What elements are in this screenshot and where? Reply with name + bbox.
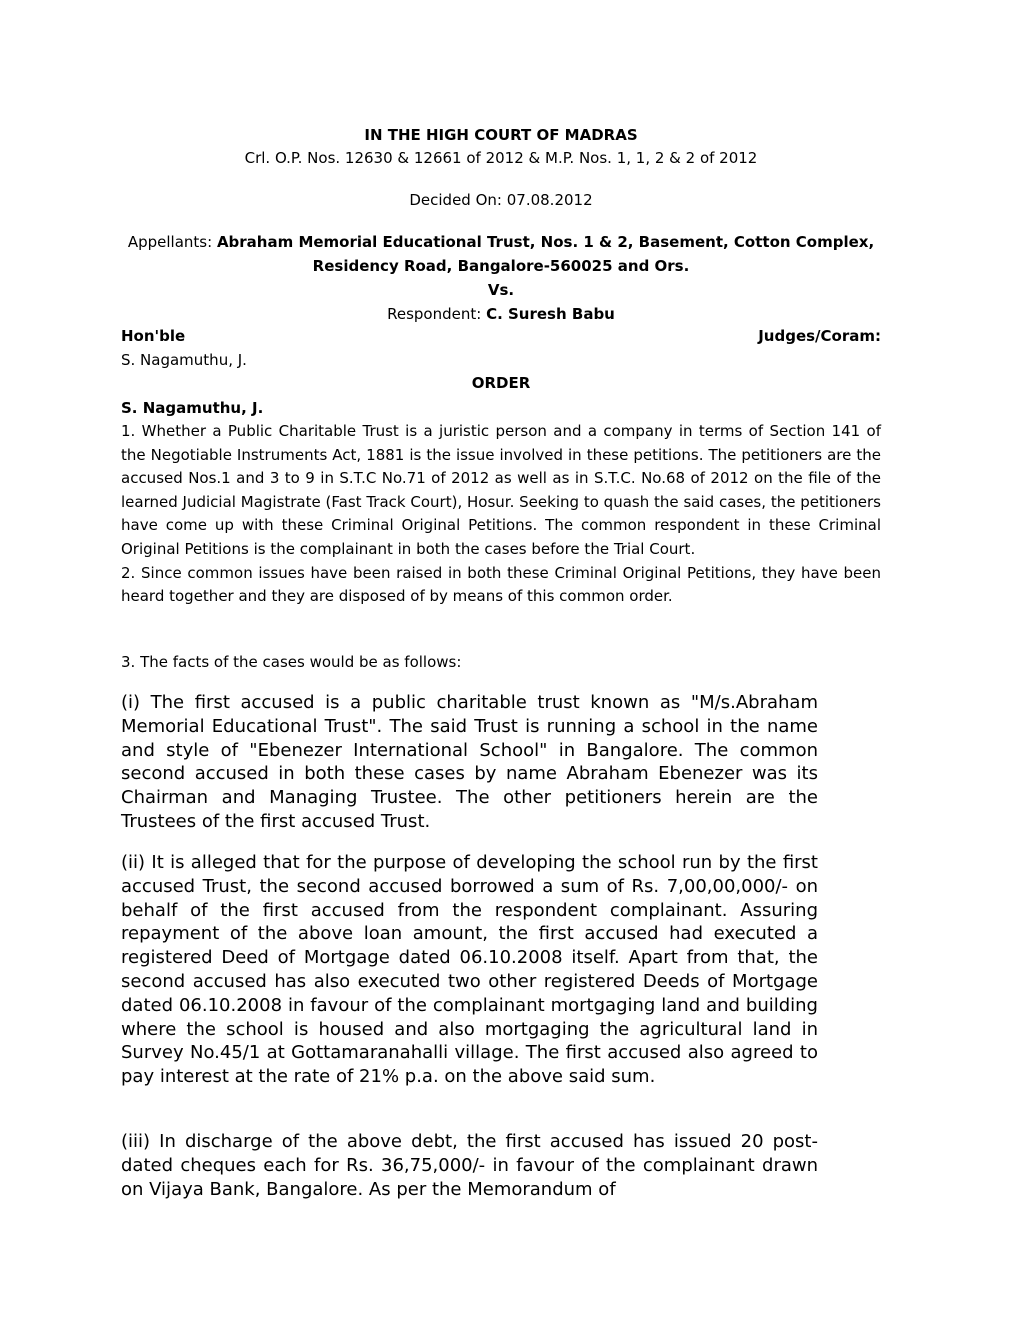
respondent-name: C. Suresh Babu [486, 305, 615, 323]
paragraph-1: 1. Whether a Public Charitable Trust is a juristic person and a company in terms of Section 141 of the Negotiable Instruments Act, 1881 is the issue involved in these petitions. The petitioners are the accused Nos.1 and 3 to 9 in S.T.C No.71 of 2012 as well as in S.T.C. No.68 of 2012 on the file of the learned Judicial Magistrate (Fast Track Court), Hosur. Seeking to quash the said cases, the petitioners have come up with these Criminal Original Petitions. The common respondent in these Criminal Original Petitions is the complainant in both the cases before the Trial Court. [121, 422, 881, 558]
paragraph-2: 2. Since common issues have been raised in both these Criminal Original Petitions, they have been heard together and they are disposed of by means of this common order. [121, 563, 881, 606]
fact-paragraph-i: (i) The first accused is a public charitable trust known as "M/s.Abraham Memorial Educational Trust". The said Trust is running a school in the name and style of "Ebenezer International School" in Bangalore. The common second accused in both these cases by name Abraham Ebenezer was its Chairman and Managing Trustee. The other petitioners herein are the Trustees of the first accused Trust. [121, 692, 818, 832]
parties-block [121, 230, 881, 326]
coram-left: Hon'ble [121, 327, 186, 345]
case-number: Crl. O.P. Nos. 12630 & 12661 of 2012 & M.P. Nos. 1, 1, 2 & 2 of 2012 [244, 149, 758, 167]
order-heading: ORDER [471, 374, 531, 392]
respondent-label: Respondent: [387, 305, 487, 323]
versus: Vs. [487, 281, 515, 299]
paragraph-3: 3. The facts of the cases would be as follows: [121, 653, 462, 671]
appellants-name: Abraham Memorial Educational Trust, Nos. 1 & 2, Basement, Cotton Complex, Residency Road, Bangalore-560025 and Ors. [216, 233, 875, 275]
coram-right: Judges/Coram: [758, 327, 881, 345]
coram-heading [121, 326, 881, 346]
coram-judge: S. Nagamuthu, J. [121, 351, 247, 369]
order-intro [121, 420, 881, 609]
fact-paragraph-ii: (ii) It is alleged that for the purpose of developing the school run by the first accused Trust, the second accused borrowed a sum of Rs. 7,00,00,000/- on behalf of the first accused from the respondent complainant. Assuring repayment of the above loan amount, the first accused had executed a registered Deed of Mortgage dated 06.10.2008 itself. Apart from that, the second accused has also executed two other registered Deeds of Mortgage dated 06.10.2008 in favour of the complainant mortgaging land and building where the school is housed and also mortgaging the agricultural land in Survey No.45/1 at Gottamaranahalli village. The first accused also agreed to pay interest at the rate of 21% p.a. on the above said sum. [121, 852, 818, 1088]
appellants-label: Appellants: [127, 233, 217, 251]
decided-date: Decided On: 07.08.2012 [409, 191, 593, 209]
fact-paragraph-iii: (iii) In discharge of the above debt, the first accused has issued 20 post-dated cheques each for Rs. 36,75,000/- in favour of the complainant drawn on Vijaya Bank, Bangalore. As per the Memorandum of [121, 1131, 818, 1200]
order-author: S. Nagamuthu, J. [121, 399, 264, 417]
court-title: IN THE HIGH COURT OF MADRAS [364, 126, 638, 144]
